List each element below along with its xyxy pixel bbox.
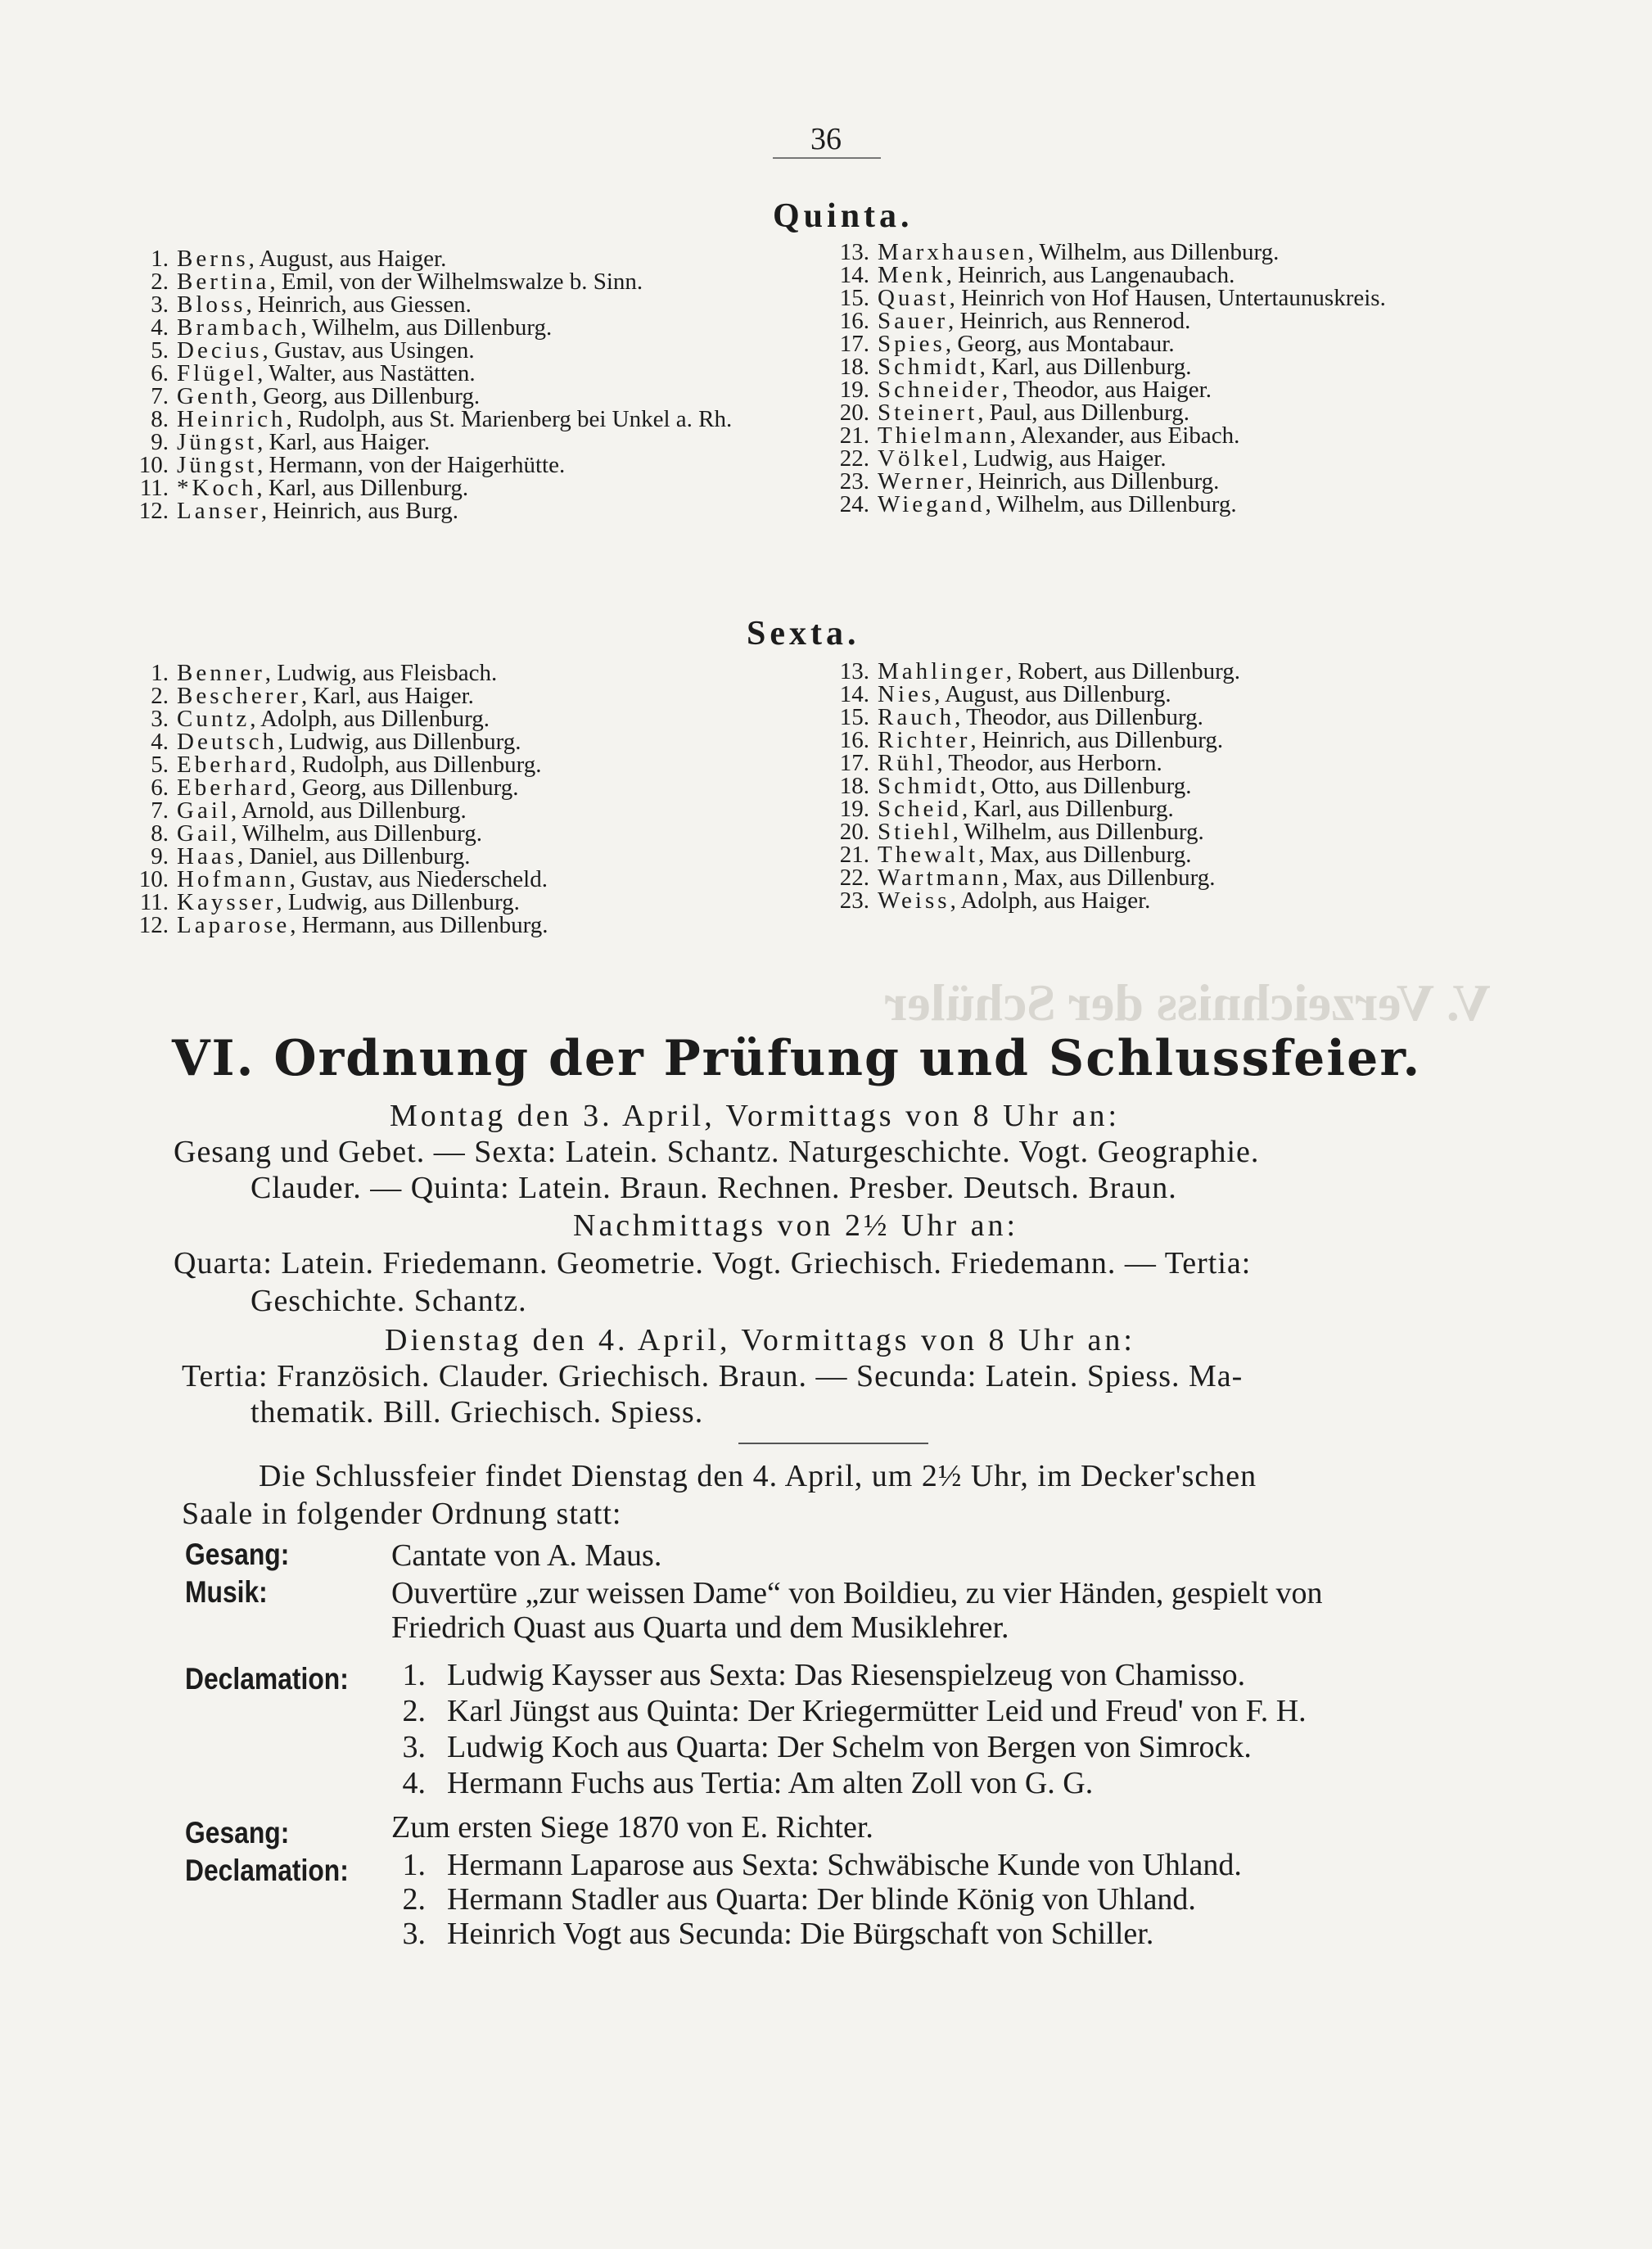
student-surname: Eberhard (177, 752, 291, 778)
schedule-line-6: Geschichte. Schantz. (251, 1284, 527, 1318)
student-surname: Heinrich (177, 406, 287, 432)
student-details: , Daniel, aus Dillenburg. (237, 843, 471, 869)
student-details: , Paul, aus Dillenburg. (977, 400, 1190, 426)
student-number: 20. (839, 819, 869, 845)
student-number: 17. (839, 750, 869, 776)
student-details: , Walter, aus Nastätten. (257, 360, 476, 386)
student-surname: Decius (177, 337, 263, 364)
student-details: , Adolph, aus Dillenburg. (250, 706, 490, 732)
gesang-text-2: Zum ersten Siege 1870 von E. Richter. (391, 1810, 873, 1845)
student-number: 1. (151, 246, 169, 272)
student-surname: Thielmann (878, 422, 1010, 449)
student-entry (820, 889, 1500, 912)
page-number: 36 (810, 122, 842, 156)
student-details: , Karl, aus Haiger. (257, 429, 431, 455)
student-surname: Werner (878, 468, 967, 495)
student-number: 18. (839, 773, 869, 799)
student-number: 4. (151, 729, 169, 755)
student-surname: Quast (878, 285, 950, 311)
decl2-num: 3. (402, 1917, 426, 1951)
sexta-list-right (820, 660, 1500, 912)
student-surname: Berns (177, 246, 249, 272)
student-number: 9. (151, 429, 169, 455)
student-surname: Gail (177, 820, 231, 847)
student-number: 18. (839, 354, 869, 380)
student-surname: Bloss (177, 291, 246, 318)
student-details: , Heinrich von Hof Hausen, Untertaunuskreis. (949, 285, 1386, 311)
student-entry (820, 309, 1500, 332)
student-surname: Laparose (177, 912, 291, 938)
student-entry (820, 820, 1500, 843)
student-details: , Rudolph, aus Dillenburg. (290, 752, 542, 778)
schedule-line-1: Montag den 3. April, Vormittags von 8 Uhr an: (390, 1099, 1121, 1133)
student-number: 12. (138, 498, 169, 524)
student-details: , Arnold, aus Dillenburg. (230, 797, 467, 824)
student-entry (820, 332, 1500, 355)
student-surname: Völkel (878, 445, 962, 472)
student-surname: Menk (878, 262, 946, 288)
student-surname: Jüngst (177, 429, 258, 455)
decl1-item: Ludwig Koch aus Quarta: Der Schelm von Bergen von Simrock. (447, 1730, 1252, 1764)
student-number: 1. (151, 660, 169, 686)
student-entry (820, 355, 1500, 378)
decl2-item: Hermann Stadler aus Quarta: Der blinde König von Uhland. (447, 1882, 1196, 1917)
student-surname: Schmidt (878, 773, 980, 799)
student-number: 8. (151, 406, 169, 432)
schedule-line-5: Quarta: Latein. Friedemann. Geometrie. Vogt. Griechisch. Friedemann. — Tertia: (174, 1246, 1252, 1280)
student-details: , Gustav, aus Niederscheld. (289, 866, 548, 892)
quinta-title: Quinta. (773, 197, 914, 235)
student-entry (120, 408, 824, 431)
student-number: 15. (839, 285, 869, 311)
decl1-item: Hermann Fuchs aus Tertia: Am alten Zoll von G. G. (447, 1766, 1094, 1800)
student-entry (120, 753, 824, 776)
student-number: 9. (151, 843, 169, 869)
student-entry (120, 499, 824, 522)
sexta-list-left (120, 662, 824, 937)
student-surname: Kaysser (177, 889, 277, 915)
student-surname: Marxhausen (878, 239, 1028, 265)
student-details: , August, aus Haiger. (248, 246, 447, 272)
student-details: , Gustav, aus Usingen. (262, 337, 475, 364)
student-number: 6. (151, 775, 169, 801)
student-surname: Richter (878, 727, 971, 753)
student-surname: Steinert (878, 400, 978, 426)
student-surname: Hofmann (177, 866, 290, 892)
student-entry (120, 776, 824, 799)
student-details: , Ludwig, aus Dillenburg. (276, 889, 520, 915)
sexta-title: Sexta. (747, 615, 860, 653)
section-vi-heading: VI. Ordnung der Prüfung und Schlussfeier. (172, 1030, 1422, 1087)
student-number: 21. (839, 842, 869, 868)
student-entry (820, 752, 1500, 775)
student-entry (120, 868, 824, 891)
schedule-line-2: Gesang und Gebet. — Sexta: Latein. Schantz. Naturgeschichte. Vogt. Geographie. (174, 1135, 1260, 1169)
student-details: , Adolph, aus Haiger. (950, 887, 1151, 914)
student-number: 24. (839, 491, 869, 517)
student-details: , Karl, aus Haiger. (300, 683, 474, 709)
student-entry (820, 660, 1500, 683)
student-entry (820, 706, 1500, 729)
decl2-item: Heinrich Vogt aus Secunda: Die Bürgschaft von Schiller. (447, 1917, 1154, 1951)
quinta-list-left (120, 247, 824, 522)
student-surname: Wartmann (878, 865, 1003, 891)
student-entry (120, 822, 824, 845)
schedule-line-3: Clauder. — Quinta: Latein. Braun. Rechnen. Presber. Deutsch. Braun. (251, 1171, 1177, 1205)
student-surname: Jüngst (177, 452, 258, 478)
student-details: , Ludwig, aus Fleisbach. (264, 660, 498, 686)
student-surname: *Koch (177, 475, 257, 501)
student-details: , Hermann, aus Dillenburg. (290, 912, 548, 938)
decl1-item: Karl Jüngst aus Quinta: Der Kriegermütter Leid und Freud' von F. H. (447, 1694, 1307, 1728)
student-details: , Heinrich, aus Langenaubach. (946, 262, 1235, 288)
decl1-num: 1. (402, 1658, 426, 1692)
student-number: 11. (139, 475, 169, 501)
student-details: , Karl, aus Dillenburg. (979, 354, 1192, 380)
student-details: , Theodor, aus Herborn. (937, 750, 1162, 776)
student-entry (120, 385, 824, 408)
student-entry (120, 707, 824, 730)
student-details: , Wilhelm, aus Dillenburg. (985, 491, 1237, 517)
student-details: , Karl, aus Dillenburg. (256, 475, 469, 501)
student-number: 5. (151, 337, 169, 364)
student-details: , Hermann, von der Haigerhütte. (257, 452, 566, 478)
student-number: 19. (839, 377, 869, 403)
student-details: , Emil, von der Wilhelmswalze b. Sinn. (269, 269, 643, 295)
student-details: , August, aus Dillenburg. (934, 681, 1171, 707)
student-surname: Weiss (878, 887, 950, 914)
student-number: 15. (839, 704, 869, 730)
declamation-label-2: Declamation: (185, 1854, 349, 1887)
student-surname: Genth (177, 383, 251, 409)
student-number: 13. (839, 658, 869, 684)
student-number: 17. (839, 331, 869, 357)
divider-rule (738, 1443, 928, 1444)
student-number: 23. (839, 468, 869, 495)
student-entry (820, 241, 1500, 264)
student-entry (120, 914, 824, 937)
student-details: , Georg, aus Dillenburg. (251, 383, 481, 409)
student-details: , Ludwig, aus Dillenburg. (278, 729, 521, 755)
student-surname: Nies (878, 681, 935, 707)
student-surname: Eberhard (177, 775, 291, 801)
student-entry (120, 293, 824, 316)
student-number: 22. (839, 865, 869, 891)
student-surname: Bescherer (177, 683, 301, 709)
student-number: 21. (839, 422, 869, 449)
schedule-line-9: thematik. Bill. Griechisch. Spiess. (251, 1395, 704, 1429)
student-number: 7. (151, 383, 169, 409)
gesang-label-1: Gesang: (185, 1538, 290, 1571)
schlussfeier-intro-2: Saale in folgender Ordnung statt: (182, 1497, 622, 1531)
student-entry (820, 866, 1500, 889)
student-entry (120, 799, 824, 822)
student-surname: Rauch (878, 704, 955, 730)
decl1-num: 4. (402, 1766, 426, 1800)
student-number: 11. (139, 889, 169, 915)
student-entry (820, 264, 1500, 287)
student-entry (120, 316, 824, 339)
student-surname: Spies (878, 331, 946, 357)
student-details: , Heinrich, aus Giessen. (246, 291, 472, 318)
student-surname: Mahlinger (878, 658, 1006, 684)
schedule-line-7: Dienstag den 4. April, Vormittags von 8 Uhr an: (385, 1323, 1135, 1357)
student-surname: Stiehl (878, 819, 953, 845)
student-surname: Sauer (878, 308, 949, 334)
student-surname: Cuntz (177, 706, 251, 732)
student-surname: Schneider (878, 377, 1002, 403)
student-number: 10. (138, 866, 169, 892)
student-entry (820, 843, 1500, 866)
student-entry (820, 470, 1500, 493)
decl2-item: Hermann Laparose aus Sexta: Schwäbische Kunde von Uhland. (447, 1848, 1242, 1882)
student-details: , Alexander, aus Eibach. (1009, 422, 1240, 449)
student-surname: Schmidt (878, 354, 980, 380)
student-entry (120, 431, 824, 454)
student-number: 14. (839, 262, 869, 288)
student-surname: Deutsch (177, 729, 278, 755)
musik-text-1: Ouvertüre „zur weissen Dame“ von Boildieu, zu vier Händen, gespielt von (391, 1576, 1323, 1610)
student-details: , Heinrich, aus Dillenburg. (970, 727, 1224, 753)
decl2-num: 1. (402, 1848, 426, 1882)
student-surname: Flügel (177, 360, 258, 386)
ornament-rule (773, 157, 881, 159)
student-entry (820, 424, 1500, 447)
student-surname: Scheid (878, 796, 962, 822)
student-details: , Wilhelm, aus Dillenburg. (1027, 239, 1280, 265)
student-entry (120, 270, 824, 293)
student-entry (820, 683, 1500, 706)
student-entry (120, 247, 824, 270)
decl1-num: 2. (402, 1694, 426, 1728)
musik-label: Musik: (185, 1575, 268, 1609)
student-details: , Wilhelm, aus Dillenburg. (952, 819, 1204, 845)
student-details: , Heinrich, aus Dillenburg. (966, 468, 1220, 495)
schlussfeier-intro-1: Die Schlussfeier findet Dienstag den 4. April, um 2½ Uhr, im Decker'schen (259, 1459, 1257, 1493)
student-details: , Max, aus Dillenburg. (1002, 865, 1216, 891)
student-number: 4. (151, 314, 169, 341)
student-details: , Theodor, aus Dillenburg. (955, 704, 1203, 730)
student-surname: Wiegand (878, 491, 986, 517)
student-entry (820, 447, 1500, 470)
student-entry (820, 287, 1500, 309)
student-entry (820, 775, 1500, 797)
student-number: 5. (151, 752, 169, 778)
student-entry (120, 454, 824, 476)
student-details: , Heinrich, aus Rennerod. (948, 308, 1191, 334)
gesang-label-2: Gesang: (185, 1816, 290, 1849)
student-entry (120, 662, 824, 684)
student-surname: Haas (177, 843, 237, 869)
schedule-line-4: Nachmittags von 2½ Uhr an: (573, 1208, 1019, 1243)
student-details: , Robert, aus Dillenburg. (1005, 658, 1241, 684)
student-entry (120, 362, 824, 385)
bleed-through-1: V. Verzeichniss der Schüler (884, 973, 1491, 1032)
student-entry (820, 401, 1500, 424)
student-surname: Thewalt (878, 842, 979, 868)
student-number: 13. (839, 239, 869, 265)
student-surname: Gail (177, 797, 231, 824)
gesang-text-1: Cantate von A. Maus. (391, 1538, 662, 1573)
student-details: , Rudolph, aus St. Marienberg bei Unkel a. Rh. (286, 406, 733, 432)
student-details: , Theodor, aus Haiger. (1001, 377, 1212, 403)
student-number: 2. (151, 683, 169, 709)
student-number: 16. (839, 727, 869, 753)
student-number: 14. (839, 681, 869, 707)
student-number: 3. (151, 291, 169, 318)
student-surname: Benner (177, 660, 265, 686)
student-details: , Georg, aus Montabaur. (945, 331, 1175, 357)
decl1-item: Ludwig Kaysser aus Sexta: Das Riesenspielzeug von Chamisso. (447, 1658, 1246, 1692)
student-number: 23. (839, 887, 869, 914)
decl2-num: 2. (402, 1882, 426, 1917)
student-details: , Ludwig, aus Haiger. (961, 445, 1167, 472)
student-details: , Karl, aus Dillenburg. (961, 796, 1174, 822)
student-entry (820, 378, 1500, 401)
student-surname: Lanser (177, 498, 261, 524)
student-entry (120, 476, 824, 499)
student-entry (120, 845, 824, 868)
student-details: , Otto, aus Dillenburg. (979, 773, 1192, 799)
student-details: , Max, aus Dillenburg. (978, 842, 1192, 868)
student-number: 6. (151, 360, 169, 386)
decl1-num: 3. (402, 1730, 426, 1764)
musik-text-2: Friedrich Quast aus Quarta und dem Musiklehrer. (391, 1610, 1009, 1645)
student-details: , Wilhelm, aus Dillenburg. (230, 820, 483, 847)
student-number: 2. (151, 269, 169, 295)
student-number: 20. (839, 400, 869, 426)
student-details: , Heinrich, aus Burg. (260, 498, 458, 524)
student-number: 16. (839, 308, 869, 334)
student-details: , Georg, aus Dillenburg. (290, 775, 519, 801)
student-entry (820, 493, 1500, 516)
student-number: 12. (138, 912, 169, 938)
student-number: 3. (151, 706, 169, 732)
student-surname: Bertina (177, 269, 270, 295)
student-entry (120, 730, 824, 753)
student-surname: Brambach (177, 314, 301, 341)
student-entry (120, 684, 824, 707)
student-number: 22. (839, 445, 869, 472)
student-entry (120, 339, 824, 362)
student-entry (820, 729, 1500, 752)
schedule-line-8: Tertia: Französich. Clauder. Griechisch. Braun. — Secunda: Latein. Spiess. Ma- (182, 1359, 1244, 1393)
student-details: , Wilhelm, aus Dillenburg. (300, 314, 553, 341)
student-surname: Rühl (878, 750, 937, 776)
student-number: 7. (151, 797, 169, 824)
student-entry (820, 797, 1500, 820)
student-number: 10. (138, 452, 169, 478)
student-entry (120, 891, 824, 914)
student-number: 8. (151, 820, 169, 847)
student-number: 19. (839, 796, 869, 822)
quinta-list-right (820, 241, 1500, 516)
declamation-label-1: Declamation: (185, 1662, 349, 1696)
